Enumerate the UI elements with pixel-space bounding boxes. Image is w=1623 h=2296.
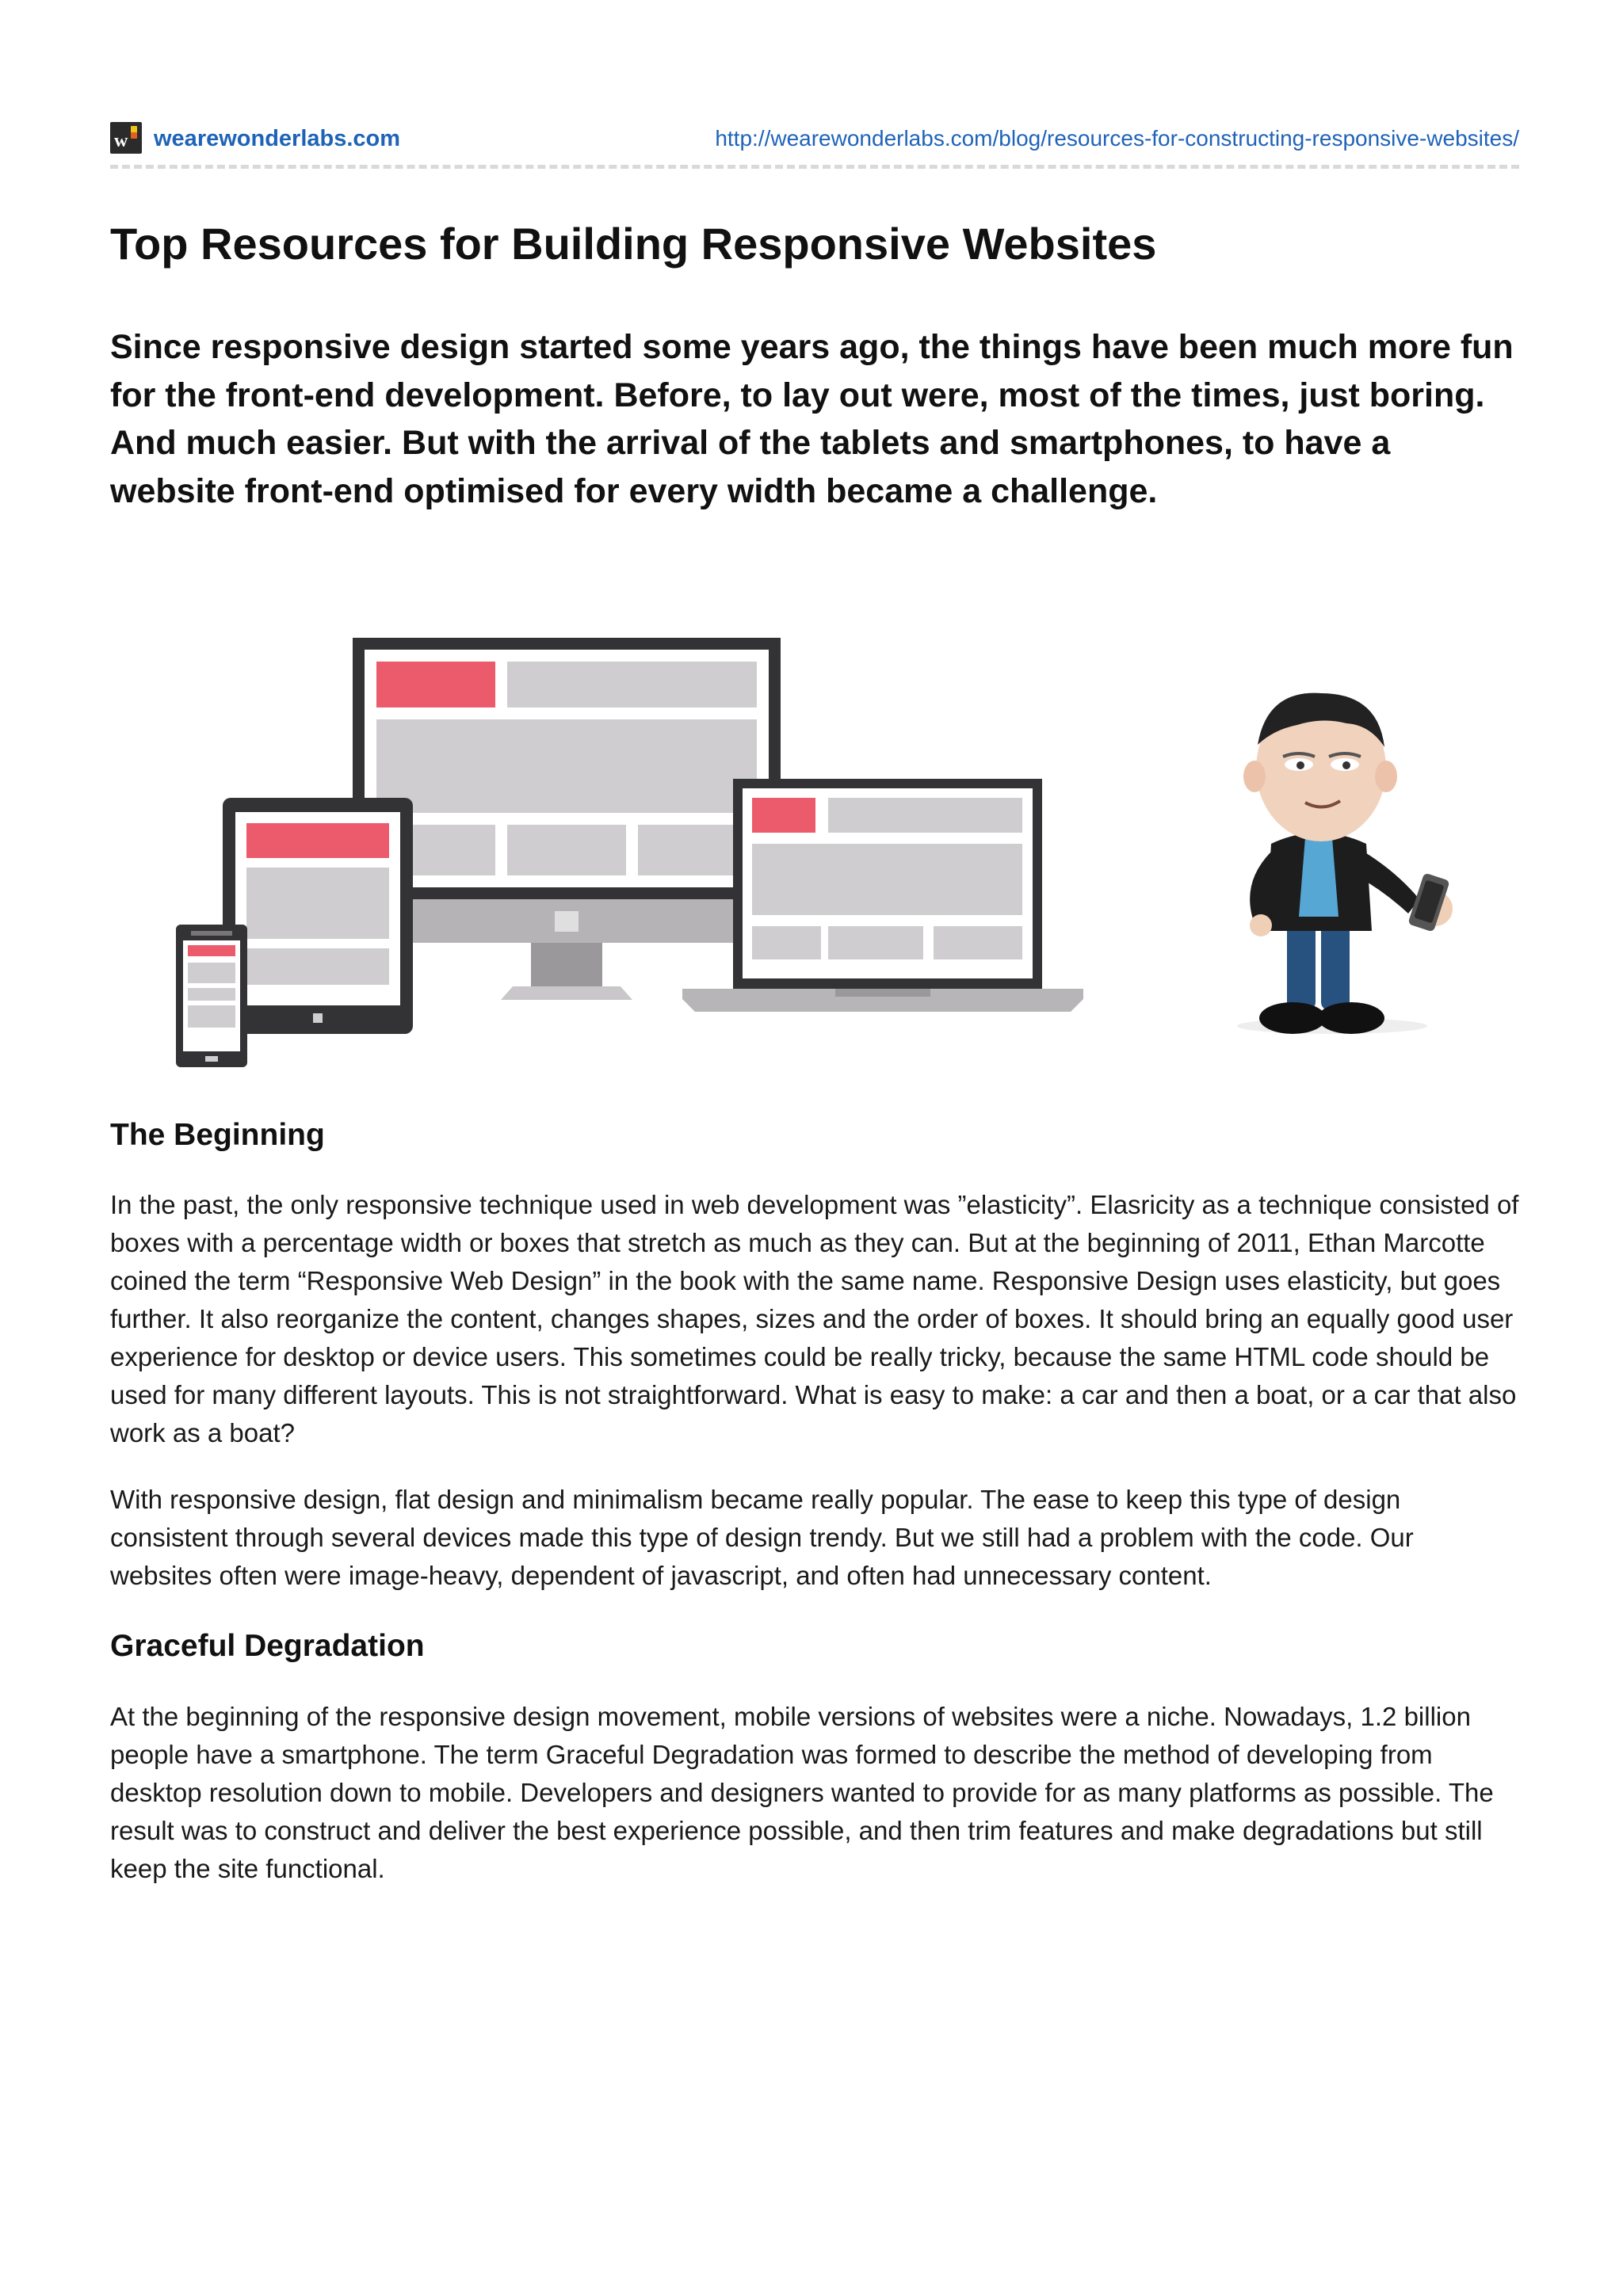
page-url-link[interactable]: http://wearewonderlabs.com/blog/resources-for-constructing-responsive-websites/ <box>715 126 1519 151</box>
phone-icon <box>176 925 247 1067</box>
desktop-monitor-icon <box>353 638 781 1000</box>
article-lead: Since responsive design started some years ago, the things have been much more fun for the front-end development. Before, to lay out were, most of the times, just boring. And much easier. But with the arrival of the tablets and smartphones, to have a website front-end optimised for every width became a challenge. <box>110 328 1514 510</box>
tablet-icon <box>223 798 413 1034</box>
cartoon-man-icon <box>1237 693 1453 1034</box>
paragraph-graceful-degradation: At the beginning of the responsive design movement, mobile versions of websites were a niche. Nowadays, 1.2 billion people have a smartphone. The term Graceful Degradation was formed to describe the method of developing from desktop resolution down to mobile. Developers and designers wanted to provide for as many platforms as possible. The result was to construct and deliver the best experience possible, and then trim features and make degradations but still keep the site functional. <box>110 1702 1494 1883</box>
logo-accent <box>131 126 137 139</box>
site-name-link[interactable]: wearewonderlabs.com <box>154 126 401 151</box>
logo-letter: w <box>114 131 128 151</box>
site-logo-icon[interactable] <box>110 122 142 154</box>
site-header <box>110 119 1519 158</box>
paragraph-beginning-2: With responsive design, flat design and minimalism became really popular. The ease to keep this type of design consistent through several devices made this type of design trendy. But we still had a problem with the code. Our websites often were image-heavy, dependent of javascript, and often had unnecessary content. <box>110 1485 1414 1590</box>
laptop-icon <box>682 779 1083 1012</box>
section-heading-beginning: The Beginning <box>110 1118 325 1152</box>
section-heading-graceful-degradation: Graceful Degradation <box>110 1629 425 1663</box>
responsive-devices-illustration <box>110 614 1519 1074</box>
header-divider <box>110 165 1519 169</box>
paragraph-beginning-1: In the past, the only responsive technique used in web development was ”elasticity”. Elasricity as a technique consisted of boxes with a percentage width or boxes that stretch as much as they can. But at the beginning of 2011, Ethan Marcotte coined the term “Responsive Web Design” in the book with the same name. Responsive Design uses elasticity, but goes further. It also reorganize the content, changes shapes, sizes and the order of boxes. It should bring an equally good user experience for desktop or device users. This sometimes could be really tricky, because the same HTML code should be used for many different layouts. This is not straightforward. What is easy to make: a car and then a boat, or a car that also work as a boat? <box>110 1190 1519 1447</box>
article-title: Top Resources for Building Responsive Websites <box>110 219 1157 269</box>
